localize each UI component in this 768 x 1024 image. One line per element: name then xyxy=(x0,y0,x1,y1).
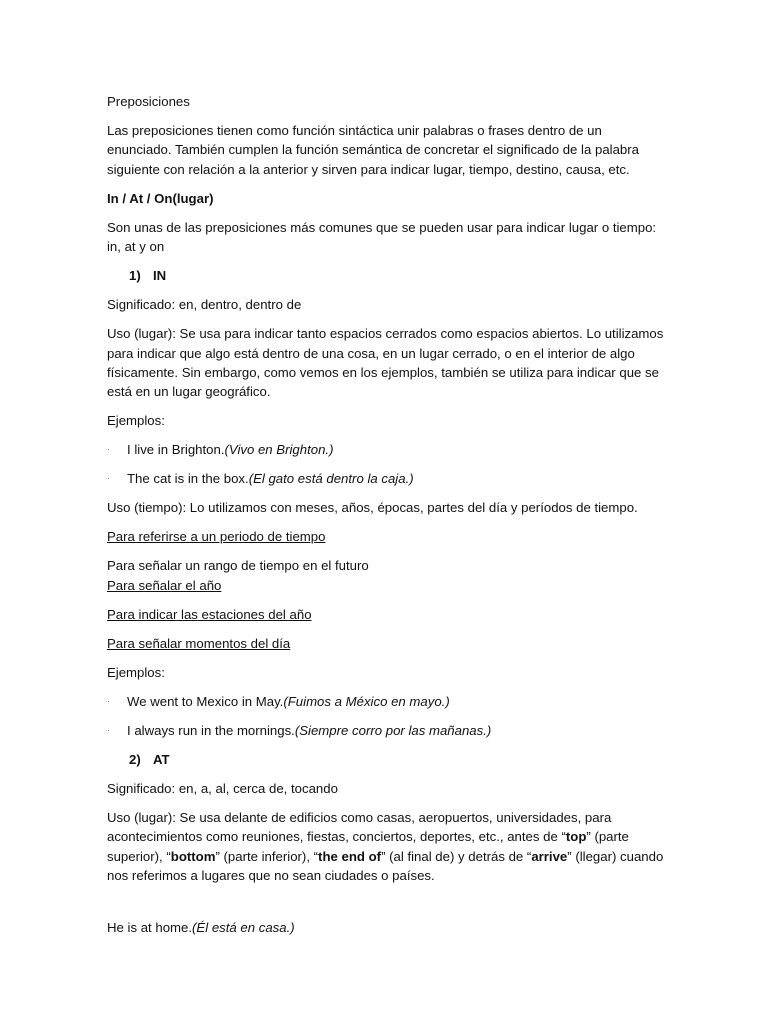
in-ejemplos-label-2: Ejemplos: xyxy=(107,664,165,680)
section-intro xyxy=(107,218,667,257)
tiempo-item: Para referirse a un periodo de tiempo xyxy=(107,529,326,545)
example-en: The cat is in the box. xyxy=(127,471,249,487)
document-page xyxy=(107,92,667,937)
at-uso-text: ” (parte inferior), “ xyxy=(215,848,319,864)
in-ejemplos-label: Ejemplos: xyxy=(107,413,165,429)
in-uso-tiempo: Uso (tiempo): Lo utilizamos con meses, años, épocas, partes del día y períodos de tiempo. xyxy=(107,500,638,516)
intro-paragraph: Las preposiciones tienen como función sintáctica unir palabras o frases dentro de un enunciado. También cumplen la función semántica de concretar el significado de la palabra siguiente con relación a la anterior y sirven para indicar lugar, tiempo, destino, causa, etc. xyxy=(107,123,639,177)
section-heading: In / At / On(lugar) xyxy=(107,190,214,206)
paragraph-spacer xyxy=(107,885,667,908)
example-en: We went to Mexico in May. xyxy=(127,693,284,709)
section-intro-preps: in, at y on xyxy=(107,239,165,255)
item-in-heading xyxy=(107,266,667,285)
example-es: (Fuimos a México en mayo.) xyxy=(283,693,450,709)
item-in-label: IN xyxy=(153,268,167,284)
example-item xyxy=(107,721,667,740)
example-item xyxy=(107,440,667,459)
item-in-number: 1) xyxy=(129,268,141,284)
example-es: (Siempre corro por las mañanas.) xyxy=(294,722,492,738)
example-item xyxy=(107,692,667,711)
term-top: top xyxy=(565,829,587,845)
example-es: (El gato está dentro la caja.) xyxy=(248,471,414,487)
at-uso-text: ” (llegar) cuando nos referimos a lugares que no sean ciudades o países. xyxy=(107,848,664,884)
section-intro-text: Son unas de las preposiciones más comunes que se pueden usar para indicar lugar o tiempo: xyxy=(107,219,657,235)
item-at-number: 2) xyxy=(129,751,141,767)
at-uso-text: ” (parte superior), “ xyxy=(107,829,629,864)
at-significado: Significado: en, a, al, cerca de, tocando xyxy=(107,780,338,796)
term-end-of: the end of xyxy=(318,848,382,864)
tiempo-item: Para señalar momentos del día xyxy=(107,635,291,651)
term-arrive: arrive xyxy=(531,848,568,864)
example-en: He is at home. xyxy=(107,920,193,936)
document-title: Preposiciones xyxy=(107,94,190,109)
term-bottom: bottom xyxy=(170,848,216,864)
at-uso-text: ” (al final de) y detrás de “ xyxy=(381,848,532,864)
example-es: (Él está en casa.) xyxy=(192,920,295,936)
item-at-label: AT xyxy=(153,751,170,767)
at-example xyxy=(107,918,667,937)
at-uso-text: Uso (lugar): Se usa delante de edificios como casas, aeropuertos, universidades, para acontecimientos como reuniones, fiestas, conciertos, deportes, etc., antes de “ xyxy=(107,809,612,845)
in-uso-lugar: Uso (lugar): Se usa para indicar tanto espacios cerrados como espacios abiertos. Lo utilizamos para indicar que algo está dentro de una cosa, en un lugar cerrado, o en el interior de algo físicamente. Sin embargo, como vemos en los ejemplos, también se utiliza para indicar que se está en un lugar geográfico. xyxy=(107,326,664,400)
in-significado: Significado: en, dentro, dentro de xyxy=(107,297,302,313)
example-es: (Vivo en Brighton.) xyxy=(224,442,334,458)
at-uso-lugar xyxy=(107,808,667,886)
tiempo-item: Para indicar las estaciones del año xyxy=(107,606,312,622)
bullet-icon: · xyxy=(107,725,110,735)
example-item xyxy=(107,469,667,488)
item-at-heading xyxy=(107,750,667,769)
bullet-icon: · xyxy=(107,696,110,706)
example-en: I always run in the mornings. xyxy=(127,722,295,738)
bullet-icon: · xyxy=(107,445,110,455)
tiempo-item: Para señalar un rango de tiempo en el futuro xyxy=(107,558,369,574)
tiempo-item: Para señalar el año xyxy=(107,577,222,593)
bullet-icon: · xyxy=(107,474,110,484)
example-en: I live in Brighton. xyxy=(127,442,225,458)
